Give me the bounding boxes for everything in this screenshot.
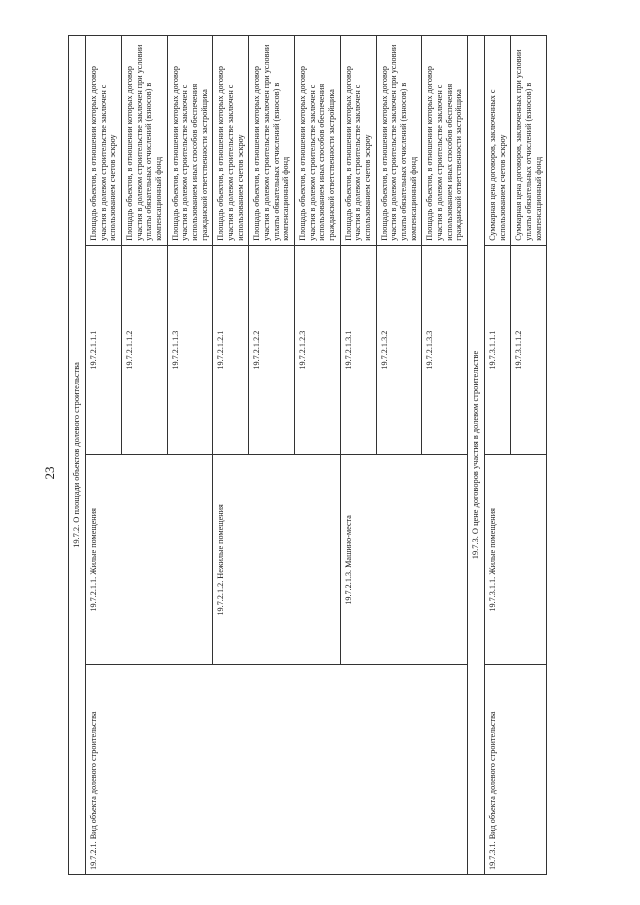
code-cell: 19.7.2.1.3.3 — [422, 245, 468, 455]
description-cell: Площадь объектов, в отношении которых договор участия в долевом строительстве заключен при условии уплаты обязательных отчислений (взносов) в компенсационный фонд — [376, 36, 422, 246]
category-cell-parking-area: 19.7.2.1.3. Машино-места — [340, 455, 467, 665]
section-title-price: 19.7.3. О цене договоров участия в долевом строительстве — [468, 36, 485, 875]
description-cell: Площадь объектов, в отношении которых договор участия в долевом строительстве заключен с использованием счетов эскроу — [340, 36, 376, 246]
description-cell: Площадь объектов, в отношении которых договор участия в долевом строительстве заключен с использованием счетов эскроу — [213, 36, 249, 246]
code-cell: 19.7.2.1.2.3 — [295, 245, 341, 455]
code-cell: 19.7.3.1.1.2 — [511, 245, 547, 455]
code-cell: 19.7.2.1.3.1 — [340, 245, 376, 455]
description-cell: Площадь объектов, в отношении которых договор участия в долевом строительстве заключен с использованием иных способов обеспечения гражданской ответственности застройщика — [167, 36, 213, 246]
description-cell: Суммарная цена договоров, заключенных при условии уплаты обязательных отчислений (взносов) в компенсационный фонд — [511, 36, 547, 246]
section-title-area: 19.7.2. О площади объектов долевого строительства — [69, 36, 86, 875]
code-cell: 19.7.3.1.1.1 — [484, 245, 510, 455]
description-cell: Площадь объектов, в отношении которых договор участия в долевом строительстве заключен с использованием счетов эскроу — [85, 36, 121, 246]
code-cell: 19.7.2.1.1.2 — [121, 245, 167, 455]
object-type-cell-area: 19.7.2.1. Вид объекта долевого строительства — [85, 665, 467, 875]
code-cell: 19.7.2.1.1.1 — [85, 245, 121, 455]
category-cell-living-price: 19.7.3.1.1. Жилые помещения — [484, 455, 546, 665]
object-type-cell-price: 19.7.3.1. Вид объекта долевого строительства — [484, 665, 546, 875]
category-cell-nonliving-area: 19.7.2.1.2. Нежилые помещения — [213, 455, 340, 665]
code-cell: 19.7.2.1.2.1 — [213, 245, 249, 455]
code-cell: 19.7.2.1.1.3 — [167, 245, 213, 455]
page-number: 23 — [42, 466, 57, 480]
description-cell: Площадь объектов, в отношении которых договор участия в долевом строительстве заключен с использованием иных способов обеспечения гражданской ответственности застройщика — [295, 36, 341, 246]
code-cell: 19.7.2.1.2.2 — [249, 245, 295, 455]
description-cell: Площадь объектов, в отношении которых договор участия в долевом строительстве заключен при условии уплаты обязательных отчислений (взносов) в компенсационный фонд — [121, 36, 167, 246]
description-cell: Площадь объектов, в отношении которых договор участия в долевом строительстве заключен с использованием иных способов обеспечения гражданской ответственности застройщика — [422, 36, 468, 246]
description-cell: Суммарная цена договоров, заключенных с использованием счетов эскроу — [484, 36, 510, 246]
category-cell-living-area: 19.7.2.1.1. Жилые помещения — [85, 455, 212, 665]
document-table — [68, 35, 547, 875]
rotated-document-table — [68, 35, 568, 875]
code-cell: 19.7.2.1.3.2 — [376, 245, 422, 455]
description-cell: Площадь объектов, в отношении которых договор участия в долевом строительстве заключен при условии уплаты обязательных отчислений (взносов) в компенсационный фонд — [249, 36, 295, 246]
